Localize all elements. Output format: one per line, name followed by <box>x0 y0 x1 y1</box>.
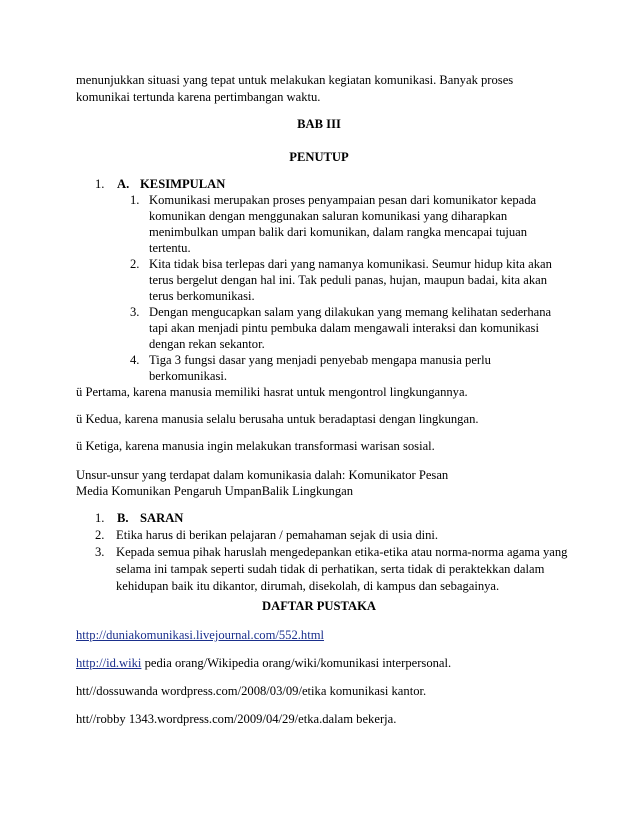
section-a-number: 1. <box>95 177 105 191</box>
section-a-heading: KESIMPULAN <box>140 177 226 191</box>
bibliography-entry-2 <box>76 655 451 671</box>
kesimpulan-item-1-line: komunikan dengan menggunakan saluran komunikasi yang diharapkan <box>149 209 508 223</box>
intro-line-2: komunikai tertunda karena pertimbangan waktu. <box>76 90 321 104</box>
bibliography-entry-2-rest: pedia orang/Wikipedia orang/wiki/komunikasi interpersonal. <box>141 656 452 670</box>
kesimpulan-item-2-line: Kita tidak bisa terlepas dari yang namanya komunikasi. Seumur hidup kita akan <box>149 257 552 271</box>
intro-line-1: menunjukkan situasi yang tepat untuk melakukan kegiatan komunikasi. Banyak proses <box>76 73 514 87</box>
kesimpulan-item-3-number: 3. <box>130 305 140 319</box>
bibliography-entry-4: htt//robby 1343.wordpress.com/2009/04/29/etka.dalam bekerja. <box>76 712 397 726</box>
kesimpulan-item-2-number: 2. <box>130 257 140 271</box>
kesimpulan-item-2-line: terus bergelut dengan hal ini. Tak peduli panas, hujan, maupun badai, kita akan <box>149 273 548 287</box>
kesimpulan-item-4-line: berkomunikasi. <box>149 369 227 383</box>
elements-line-2: Media Komunikan Pengaruh UmpanBalik Lingkungan <box>76 484 354 498</box>
saran-item-3-line: kehidupan baik itu dikantor, dirumah, disekolah, di kampus dan sebagainya. <box>116 579 500 593</box>
bibliography-title: DAFTAR PUSTAKA <box>262 599 376 613</box>
saran-item-3-number: 3. <box>95 545 105 559</box>
saran-item-3-line: selama ini tampak seperti sudah tidak di perhatikan, serta tidak di peraktekkan dalam <box>116 562 545 576</box>
saran-item-2-number: 2. <box>95 528 105 542</box>
bibliography-entry-3: htt//dossuwanda wordpress.com/2008/03/09/etika komunikasi kantor. <box>76 684 427 698</box>
section-b-heading: SARAN <box>140 511 184 525</box>
kesimpulan-item-3-line: dengan rekan sekantor. <box>149 337 265 351</box>
section-a-letter: A. <box>117 177 130 191</box>
kesimpulan-item-1-line: menimbulkan umpan balik dari komunikan, dalam rangka mencapai tujuan <box>149 225 528 239</box>
chapter-label: BAB III <box>297 117 341 131</box>
kesimpulan-item-1-line: tertentu. <box>149 241 191 255</box>
saran-item-2-line: Etika harus di berikan pelajaran / pemahaman sejak di usia dini. <box>116 528 439 542</box>
kesimpulan-item-3-line: Dengan mengucapkan salam yang dilakukan yang memang kelihatan sederhana <box>149 305 552 319</box>
section-b-number: 1. <box>95 511 105 525</box>
section-b-letter: B. <box>117 511 129 525</box>
kesimpulan-item-4-number: 4. <box>130 353 140 367</box>
kesimpulan-item-1-number: 1. <box>130 193 140 207</box>
elements-line-1: Unsur-unsur yang terdapat dalam komunikasia dalah: Komunikator Pesan <box>76 468 449 482</box>
kesimpulan-item-2-line: terus berkomunikasi. <box>149 289 255 303</box>
bibliography-link-2[interactable]: http://id.wiki <box>76 656 142 670</box>
chapter-title: PENUTUP <box>289 150 349 164</box>
saran-item-3-line: Kepada semua pihak haruslah mengedepankan etika-etika atau norma-norma agama yang <box>116 545 568 559</box>
bullet-item: ü Kedua, karena manusia selalu berusaha untuk beradaptasi dengan lingkungan. <box>76 412 479 426</box>
bibliography-link-1[interactable]: http://duniakomunikasi.livejournal.com/552.html <box>76 628 325 642</box>
kesimpulan-item-1-line: Komunikasi merupakan proses penyampaian pesan dari komunikator kepada <box>149 193 537 207</box>
bullet-item: ü Ketiga, karena manusia ingin melakukan transformasi warisan sosial. <box>76 439 435 453</box>
kesimpulan-item-4-line: Tiga 3 fungsi dasar yang menjadi penyebab mengapa manusia perlu <box>149 353 491 367</box>
bullet-item: ü Pertama, karena manusia memiliki hasrat untuk mengontrol lingkungannya. <box>76 385 468 399</box>
kesimpulan-item-3-line: tapi akan menjadi pintu pembuka dalam mengawali interaksi dan komunikasi <box>149 321 539 335</box>
